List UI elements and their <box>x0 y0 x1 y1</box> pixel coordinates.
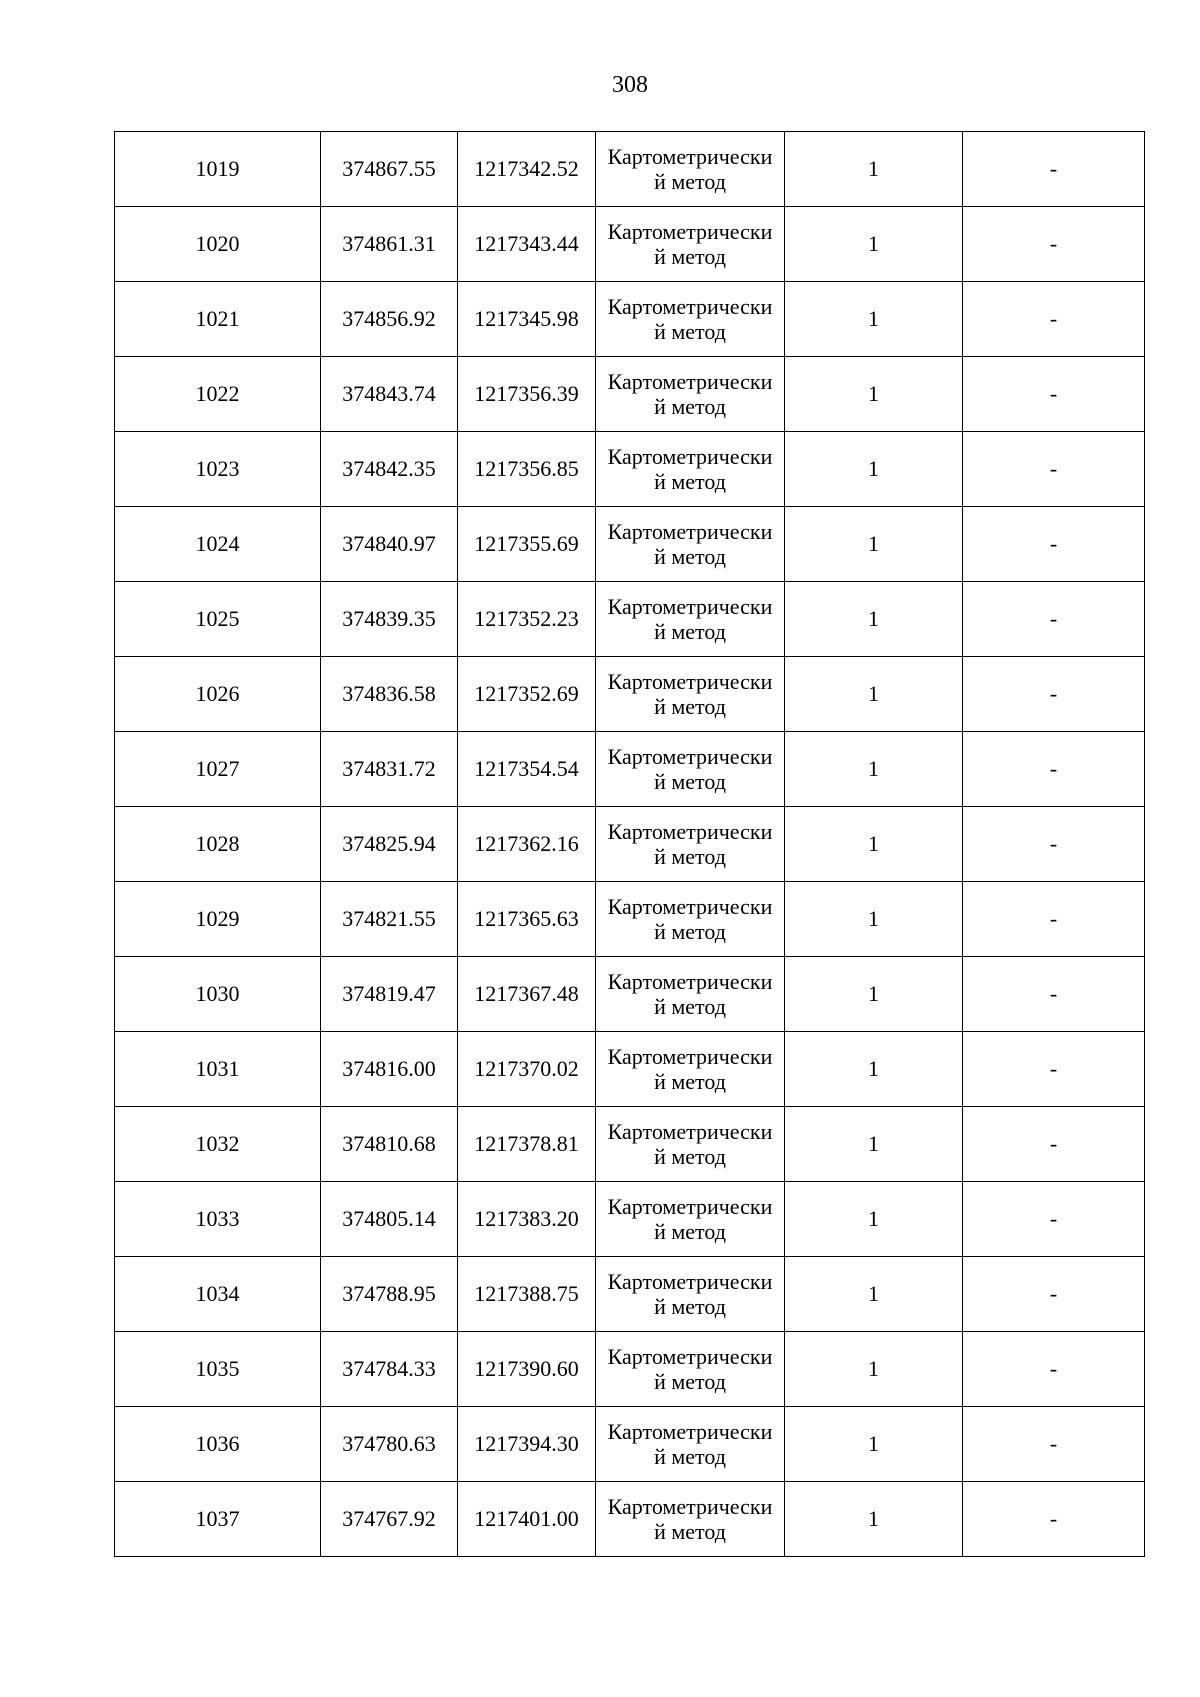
x-coordinate-cell: 374836.58 <box>321 657 458 732</box>
note-cell: - <box>963 432 1145 507</box>
method-line-2: й метод <box>654 769 726 794</box>
method-line-1: Картометрически <box>607 1343 773 1369</box>
method-cell <box>596 732 785 807</box>
method-line-1: Картометрически <box>607 518 773 544</box>
note-cell: - <box>963 1257 1145 1332</box>
note-cell: - <box>963 1182 1145 1257</box>
point-number-cell: 1026 <box>115 657 321 732</box>
accuracy-cell: 1 <box>785 1107 963 1182</box>
x-coordinate-cell: 374842.35 <box>321 432 458 507</box>
table-row <box>115 582 1145 657</box>
note-cell: - <box>963 507 1145 582</box>
method-line-1: Картометрически <box>607 743 773 769</box>
point-number-cell: 1028 <box>115 807 321 882</box>
method-line-1: Картометрически <box>607 593 773 619</box>
method-cell <box>596 132 785 207</box>
method-line-2: й метод <box>654 1219 726 1244</box>
table-row <box>115 1482 1145 1557</box>
point-number-cell: 1019 <box>115 132 321 207</box>
point-number-cell: 1022 <box>115 357 321 432</box>
y-coordinate-cell: 1217388.75 <box>458 1257 596 1332</box>
accuracy-cell: 1 <box>785 657 963 732</box>
method-line-2: й метод <box>654 994 726 1019</box>
accuracy-cell: 1 <box>785 507 963 582</box>
point-number-cell: 1036 <box>115 1407 321 1482</box>
note-cell: - <box>963 132 1145 207</box>
y-coordinate-cell: 1217401.00 <box>458 1482 596 1557</box>
accuracy-cell: 1 <box>785 282 963 357</box>
table-row <box>115 732 1145 807</box>
x-coordinate-cell: 374788.95 <box>321 1257 458 1332</box>
method-line-2: й метод <box>654 1444 726 1469</box>
point-number-cell: 1025 <box>115 582 321 657</box>
x-coordinate-cell: 374839.35 <box>321 582 458 657</box>
method-cell <box>596 1257 785 1332</box>
method-line-1: Картометрически <box>607 1193 773 1219</box>
accuracy-cell: 1 <box>785 882 963 957</box>
method-cell <box>596 1182 785 1257</box>
point-number-cell: 1035 <box>115 1332 321 1407</box>
method-line-2: й метод <box>654 1294 726 1319</box>
x-coordinate-cell: 374805.14 <box>321 1182 458 1257</box>
accuracy-cell: 1 <box>785 1182 963 1257</box>
method-cell <box>596 657 785 732</box>
accuracy-cell: 1 <box>785 432 963 507</box>
method-cell <box>596 957 785 1032</box>
point-number-cell: 1034 <box>115 1257 321 1332</box>
x-coordinate-cell: 374825.94 <box>321 807 458 882</box>
y-coordinate-cell: 1217355.69 <box>458 507 596 582</box>
x-coordinate-cell: 374784.33 <box>321 1332 458 1407</box>
method-line-1: Картометрически <box>607 1493 773 1519</box>
method-line-1: Картометрически <box>607 1418 773 1444</box>
point-number-cell: 1027 <box>115 732 321 807</box>
method-line-2: й метод <box>654 169 726 194</box>
point-number-cell: 1037 <box>115 1482 321 1557</box>
table-row <box>115 1257 1145 1332</box>
method-cell <box>596 882 785 957</box>
method-line-1: Картометрически <box>607 293 773 319</box>
accuracy-cell: 1 <box>785 732 963 807</box>
method-line-2: й метод <box>654 1144 726 1169</box>
x-coordinate-cell: 374856.92 <box>321 282 458 357</box>
accuracy-cell: 1 <box>785 1332 963 1407</box>
table-row <box>115 1332 1145 1407</box>
y-coordinate-cell: 1217362.16 <box>458 807 596 882</box>
table-row <box>115 1182 1145 1257</box>
note-cell: - <box>963 957 1145 1032</box>
x-coordinate-cell: 374843.74 <box>321 357 458 432</box>
point-number-cell: 1030 <box>115 957 321 1032</box>
table-row <box>115 507 1145 582</box>
point-number-cell: 1020 <box>115 207 321 282</box>
note-cell: - <box>963 282 1145 357</box>
method-cell <box>596 282 785 357</box>
x-coordinate-cell: 374840.97 <box>321 507 458 582</box>
y-coordinate-cell: 1217367.48 <box>458 957 596 1032</box>
y-coordinate-cell: 1217378.81 <box>458 1107 596 1182</box>
y-coordinate-cell: 1217352.23 <box>458 582 596 657</box>
method-line-2: й метод <box>654 544 726 569</box>
note-cell: - <box>963 882 1145 957</box>
table-row <box>115 957 1145 1032</box>
x-coordinate-cell: 374867.55 <box>321 132 458 207</box>
method-line-1: Картометрически <box>607 818 773 844</box>
method-cell <box>596 1407 785 1482</box>
point-number-cell: 1024 <box>115 507 321 582</box>
method-line-2: й метод <box>654 319 726 344</box>
method-line-1: Картометрически <box>607 218 773 244</box>
note-cell: - <box>963 207 1145 282</box>
accuracy-cell: 1 <box>785 1482 963 1557</box>
method-line-2: й метод <box>654 1069 726 1094</box>
y-coordinate-cell: 1217390.60 <box>458 1332 596 1407</box>
table-row <box>115 1032 1145 1107</box>
x-coordinate-cell: 374810.68 <box>321 1107 458 1182</box>
method-cell <box>596 207 785 282</box>
accuracy-cell: 1 <box>785 132 963 207</box>
accuracy-cell: 1 <box>785 582 963 657</box>
accuracy-cell: 1 <box>785 807 963 882</box>
method-line-1: Картометрически <box>607 1043 773 1069</box>
method-line-1: Картометрически <box>607 143 773 169</box>
method-cell <box>596 432 785 507</box>
method-line-1: Картометрически <box>607 668 773 694</box>
point-number-cell: 1021 <box>115 282 321 357</box>
table-row <box>115 882 1145 957</box>
accuracy-cell: 1 <box>785 1407 963 1482</box>
table-row <box>115 432 1145 507</box>
method-line-2: й метод <box>654 619 726 644</box>
method-cell <box>596 1107 785 1182</box>
point-number-cell: 1032 <box>115 1107 321 1182</box>
note-cell: - <box>963 582 1145 657</box>
y-coordinate-cell: 1217365.63 <box>458 882 596 957</box>
table-row <box>115 807 1145 882</box>
y-coordinate-cell: 1217343.44 <box>458 207 596 282</box>
note-cell: - <box>963 1032 1145 1107</box>
method-cell <box>596 357 785 432</box>
accuracy-cell: 1 <box>785 357 963 432</box>
method-line-1: Картометрически <box>607 968 773 994</box>
y-coordinate-cell: 1217370.02 <box>458 1032 596 1107</box>
note-cell: - <box>963 732 1145 807</box>
note-cell: - <box>963 807 1145 882</box>
y-coordinate-cell: 1217356.85 <box>458 432 596 507</box>
y-coordinate-cell: 1217383.20 <box>458 1182 596 1257</box>
accuracy-cell: 1 <box>785 1032 963 1107</box>
table-row <box>115 132 1145 207</box>
method-line-2: й метод <box>654 244 726 269</box>
point-number-cell: 1031 <box>115 1032 321 1107</box>
method-line-1: Картометрически <box>607 368 773 394</box>
x-coordinate-cell: 374780.63 <box>321 1407 458 1482</box>
table-row <box>115 357 1145 432</box>
table-row <box>115 282 1145 357</box>
note-cell: - <box>963 1407 1145 1482</box>
page-number: 308 <box>612 72 648 98</box>
method-line-1: Картометрически <box>607 1268 773 1294</box>
table-row <box>115 207 1145 282</box>
table-row <box>115 1407 1145 1482</box>
y-coordinate-cell: 1217342.52 <box>458 132 596 207</box>
method-line-2: й метод <box>654 844 726 869</box>
method-line-2: й метод <box>654 394 726 419</box>
x-coordinate-cell: 374816.00 <box>321 1032 458 1107</box>
method-line-2: й метод <box>654 1369 726 1394</box>
note-cell: - <box>963 1107 1145 1182</box>
coordinates-table <box>114 131 1145 1557</box>
method-cell <box>596 582 785 657</box>
method-cell <box>596 1032 785 1107</box>
accuracy-cell: 1 <box>785 207 963 282</box>
method-line-2: й метод <box>654 469 726 494</box>
method-line-2: й метод <box>654 919 726 944</box>
method-line-1: Картометрически <box>607 443 773 469</box>
note-cell: - <box>963 1482 1145 1557</box>
y-coordinate-cell: 1217394.30 <box>458 1407 596 1482</box>
method-line-1: Картометрически <box>607 1118 773 1144</box>
note-cell: - <box>963 1332 1145 1407</box>
point-number-cell: 1029 <box>115 882 321 957</box>
method-line-1: Картометрически <box>607 893 773 919</box>
note-cell: - <box>963 657 1145 732</box>
accuracy-cell: 1 <box>785 957 963 1032</box>
y-coordinate-cell: 1217352.69 <box>458 657 596 732</box>
method-line-2: й метод <box>654 694 726 719</box>
method-cell <box>596 507 785 582</box>
note-cell: - <box>963 357 1145 432</box>
x-coordinate-cell: 374819.47 <box>321 957 458 1032</box>
x-coordinate-cell: 374767.92 <box>321 1482 458 1557</box>
method-cell <box>596 1332 785 1407</box>
method-cell <box>596 1482 785 1557</box>
point-number-cell: 1023 <box>115 432 321 507</box>
table-row <box>115 657 1145 732</box>
y-coordinate-cell: 1217354.54 <box>458 732 596 807</box>
x-coordinate-cell: 374821.55 <box>321 882 458 957</box>
y-coordinate-cell: 1217345.98 <box>458 282 596 357</box>
x-coordinate-cell: 374831.72 <box>321 732 458 807</box>
method-cell <box>596 807 785 882</box>
accuracy-cell: 1 <box>785 1257 963 1332</box>
x-coordinate-cell: 374861.31 <box>321 207 458 282</box>
point-number-cell: 1033 <box>115 1182 321 1257</box>
y-coordinate-cell: 1217356.39 <box>458 357 596 432</box>
table-row <box>115 1107 1145 1182</box>
method-line-2: й метод <box>654 1519 726 1544</box>
